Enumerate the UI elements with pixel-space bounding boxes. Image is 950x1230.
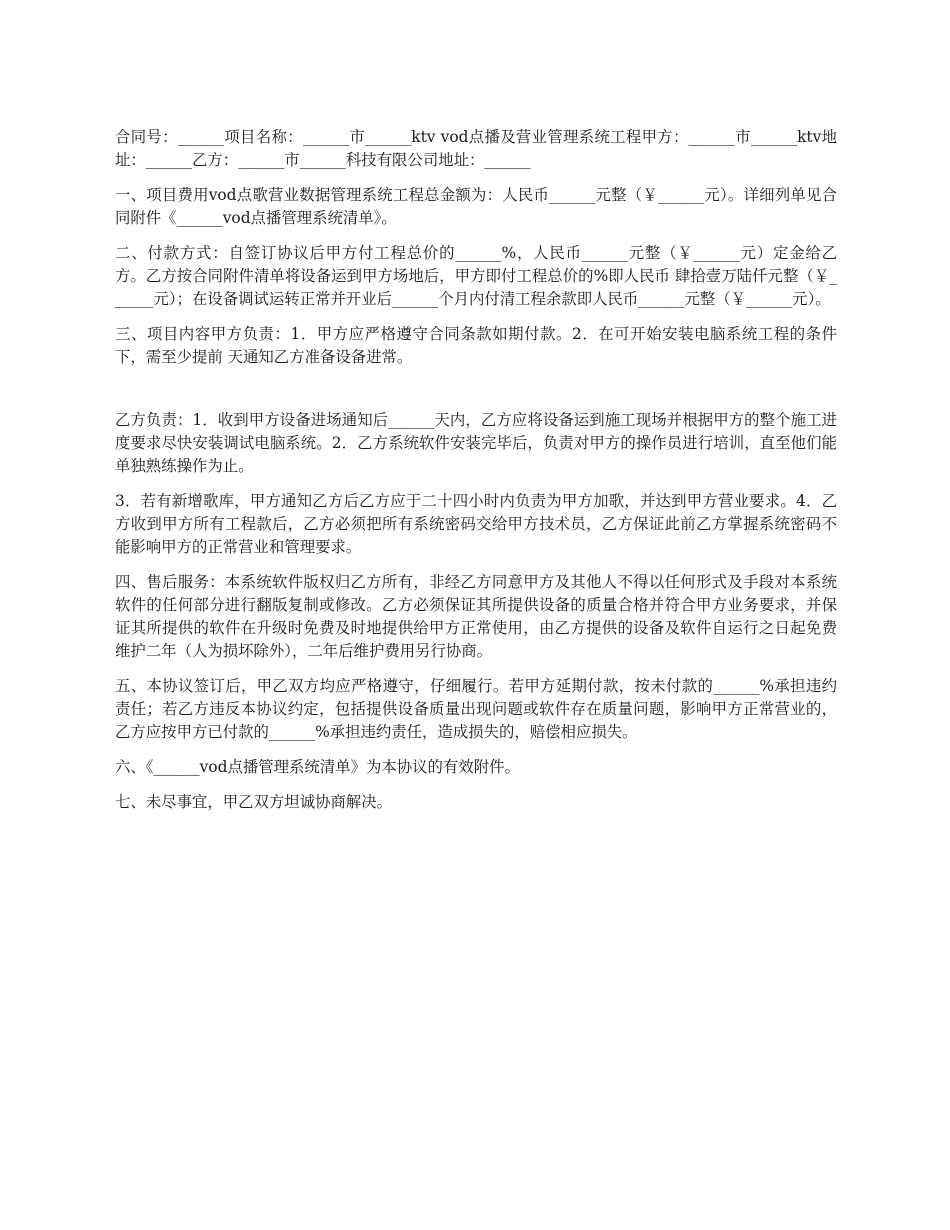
document-body [115,126,837,826]
miscellaneous-paragraph: 七、未尽事宜，甲乙双方坦诚协商解决。 [115,793,393,811]
contract-header-paragraph: 合同号：______项目名称：______市______ktv vod点播及营业管理系统工程甲方：______市______ktv地址：______乙方：______市______科技有限公司地址：______ [115,128,837,169]
party-b-duties-continued-paragraph: 3．若有新增歌库，甲方通知乙方后乙方应于二十四小时内负责为甲方加歌，并达到甲方营业要求。4．乙方收到甲方所有工程款后，乙方必须把所有系统密码交给甲方技术员，乙方保证此前乙方掌握系统密码不能影响甲方的正常营业和管理要求。 [115,492,837,556]
party-b-duties-paragraph: 乙方负责：1．收到甲方设备进场通知后______天内，乙方应将设备运到施工现场并根据甲方的整个施工进度要求尽快安装调试电脑系统。2．乙方系统软件安装完毕后，负责对甲方的操作员进行培训，直至他们能单独熟练操作为止。 [115,411,837,475]
attachment-paragraph: 六、《______vod点播管理系统清单》为本协议的有效附件。 [115,758,520,776]
party-a-duties-paragraph: 三、项目内容甲方负责：1．甲方应严格遵守合同条款如期付款。2．在可开始安装电脑系统工程的条件下，需至少提前 天通知乙方准备设备进常。 [115,325,837,366]
project-cost-paragraph: 一、项目费用vod点歌营业数据管理系统工程总金额为：人民币______元整（￥______元）。详细列单见合同附件《______vod点播管理系统清单》。 [115,186,837,227]
after-sales-service-paragraph: 四、售后服务：本系统软件版权归乙方所有，非经乙方同意甲方及其他人不得以任何形式及手段对本系统软件的任何部分进行翻版复制或修改。乙方必须保证其所提供设备的质量合格并符合甲方业务要求，并保证其所提供的软件在升级时免费及时地提供给甲方正常使用，由乙方提供的设备及软件自运行之日起免费维护二年（人为损坏除外），二年后维护费用另行协商。 [115,573,837,660]
payment-terms-paragraph: 二、付款方式：自签订协议后甲方付工程总价的______%，人民币______元整（￥______元）定金给乙方。乙方按合同附件清单将设备运到甲方场地后，甲方即付工程总价的%即人民币 肆拾壹万陆仟元整（￥______元）；在设备调试运转正常并开业后______个月内付清工程余款即人民币______元整（￥______元）。 [115,244,837,308]
breach-liability-paragraph: 五、本协议签订后，甲乙双方均应严格遵守，仔细履行。若甲方延期付款，按未付款的______%承担违约责任；若乙方违反本协议约定，包括提供设备质量出现问题或软件存在质量问题，影响甲方正常营业的，乙方应按甲方已付款的______%承担违约责任，造成损失的，赔偿相应损失。 [115,677,837,741]
